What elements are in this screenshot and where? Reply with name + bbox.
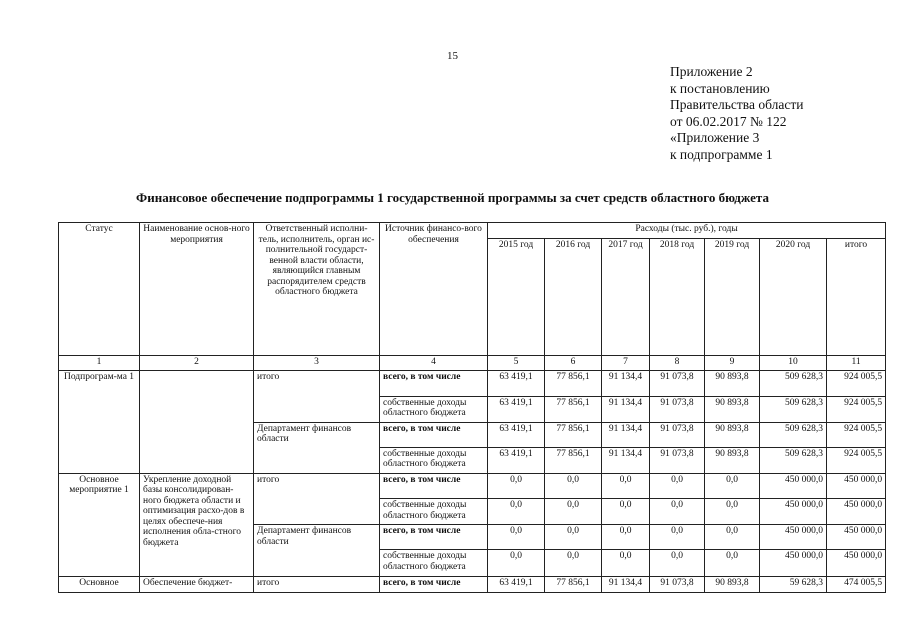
column-number: 10 (760, 356, 827, 371)
value-cell: 91 134,4 (602, 371, 650, 396)
header-year: 2019 год (705, 239, 760, 356)
value-cell: 77 856,1 (545, 396, 602, 422)
funding-source-cell: собственные доходы областного бюджета (380, 499, 488, 525)
value-cell: 91 073,8 (650, 422, 705, 447)
value-cell: 91 073,8 (650, 576, 705, 592)
column-number: 9 (705, 356, 760, 371)
activity-name-cell: Обеспечение бюджет- (140, 576, 254, 592)
value-cell: 509 628,3 (760, 371, 827, 396)
value-cell: 509 628,3 (760, 447, 827, 473)
value-cell: 924 005,5 (827, 447, 886, 473)
funding-source-cell: всего, в том числе (380, 422, 488, 447)
value-cell: 63 419,1 (488, 447, 545, 473)
value-cell: 924 005,5 (827, 396, 886, 422)
header-status: Статус (59, 223, 140, 356)
value-cell: 0,0 (705, 473, 760, 498)
value-cell: 63 419,1 (488, 371, 545, 396)
header-activity-name: Наименование основ-ного мероприятия (140, 223, 254, 356)
appendix-line: «Приложение 3 (670, 130, 760, 145)
value-cell: 91 073,8 (650, 447, 705, 473)
value-cell: 509 628,3 (760, 422, 827, 447)
value-cell: 0,0 (705, 525, 760, 550)
value-cell: 0,0 (488, 499, 545, 525)
funding-source-cell: всего, в том числе (380, 371, 488, 396)
value-cell: 63 419,1 (488, 576, 545, 592)
value-cell: 0,0 (650, 499, 705, 525)
value-cell: 90 893,8 (705, 422, 760, 447)
funding-source-cell: собственные доходы областного бюджета (380, 550, 488, 576)
value-cell: 450 000,0 (827, 473, 886, 498)
value-cell: 90 893,8 (705, 447, 760, 473)
executor-cell: итого (254, 576, 380, 592)
value-cell: 0,0 (602, 499, 650, 525)
value-cell: 91 134,4 (602, 447, 650, 473)
value-cell: 0,0 (488, 550, 545, 576)
value-cell: 450 000,0 (827, 550, 886, 576)
column-number: 7 (602, 356, 650, 371)
funding-source-cell: всего, в том числе (380, 576, 488, 592)
header-year: 2018 год (650, 239, 705, 356)
appendix-line: от 06.02.2017 № 122 (670, 113, 787, 129)
value-cell: 90 893,8 (705, 396, 760, 422)
appendix-line: к подпрограмме 1 (670, 146, 773, 162)
header-funding-source: Источник финансо-вого обеспечения (380, 223, 488, 356)
value-cell: 0,0 (705, 499, 760, 525)
funding-source-cell: всего, в том числе (380, 473, 488, 498)
value-cell: 0,0 (602, 525, 650, 550)
value-cell: 450 000,0 (760, 473, 827, 498)
value-cell: 91 134,4 (602, 422, 650, 447)
table-row (59, 371, 886, 396)
header-year: 2015 год (488, 239, 545, 356)
value-cell: 90 893,8 (705, 371, 760, 396)
value-cell: 0,0 (545, 473, 602, 498)
value-cell: 450 000,0 (760, 499, 827, 525)
status-cell: Подпрограм-ма 1 (59, 371, 140, 474)
value-cell: 0,0 (545, 525, 602, 550)
value-cell: 91 134,4 (602, 396, 650, 422)
value-cell: 0,0 (545, 550, 602, 576)
value-cell: 77 856,1 (545, 371, 602, 396)
value-cell: 474 005,5 (827, 576, 886, 592)
table-row (59, 473, 886, 498)
header-year: 2017 год (602, 239, 650, 356)
value-cell: 77 856,1 (545, 422, 602, 447)
value-cell: 63 419,1 (488, 422, 545, 447)
value-cell: 91 073,8 (650, 371, 705, 396)
executor-cell: Департамент финансов области (254, 525, 380, 576)
column-number: 3 (254, 356, 380, 371)
value-cell: 924 005,5 (827, 422, 886, 447)
value-cell: 0,0 (545, 499, 602, 525)
status-cell: Основное мероприятие 1 (59, 473, 140, 576)
appendix-line: к постановлению (670, 80, 770, 96)
value-cell: 77 856,1 (545, 576, 602, 592)
column-number: 8 (650, 356, 705, 371)
value-cell: 91 073,8 (650, 396, 705, 422)
appendix-line: Правительства области (670, 97, 804, 112)
value-cell: 0,0 (650, 473, 705, 498)
executor-cell: Департамент финансов области (254, 422, 380, 473)
header-expenses: Расходы (тыс. руб.), годы (488, 223, 886, 239)
column-number: 2 (140, 356, 254, 371)
appendix-block (670, 64, 803, 163)
column-number: 5 (488, 356, 545, 371)
value-cell: 0,0 (602, 550, 650, 576)
funding-source-cell: всего, в том числе (380, 525, 488, 550)
executor-cell: итого (254, 371, 380, 422)
page-number: 15 (447, 50, 458, 62)
value-cell: 0,0 (488, 473, 545, 498)
column-number: 4 (380, 356, 488, 371)
value-cell: 63 419,1 (488, 396, 545, 422)
value-cell: 90 893,8 (705, 576, 760, 592)
value-cell: 0,0 (650, 525, 705, 550)
value-cell: 77 856,1 (545, 447, 602, 473)
column-number: 1 (59, 356, 140, 371)
value-cell: 0,0 (705, 550, 760, 576)
document-title: Финансовое обеспечение подпрограммы 1 государственной программы за счет средств областного бюджета (136, 190, 769, 205)
header-year: 2020 год (760, 239, 827, 356)
status-cell: Основное (59, 576, 140, 592)
value-cell: 924 005,5 (827, 371, 886, 396)
value-cell: 59 628,3 (760, 576, 827, 592)
value-cell: 0,0 (602, 473, 650, 498)
activity-name-cell (140, 371, 254, 474)
funding-source-cell: собственные доходы областного бюджета (380, 396, 488, 422)
value-cell: 509 628,3 (760, 396, 827, 422)
appendix-line: Приложение 2 (670, 64, 753, 79)
header-executor: Ответственный исполни-тель, исполнитель, орган ис-полнительной государст-венной власти области, являющийся главным распорядителем средств областного бюджета (254, 223, 380, 356)
finance-table (58, 222, 886, 593)
value-cell: 0,0 (488, 525, 545, 550)
value-cell: 450 000,0 (827, 525, 886, 550)
value-cell: 91 134,4 (602, 576, 650, 592)
table-row (59, 576, 886, 592)
value-cell: 450 000,0 (760, 525, 827, 550)
column-number: 6 (545, 356, 602, 371)
header-total: итого (827, 239, 886, 356)
value-cell: 450 000,0 (827, 499, 886, 525)
activity-name-cell: Укрепление доходной базы консолидирован-ного бюджета области и оптимизация расхо-дов в целях обеспече-ния исполнения обла-стного бюджета (140, 473, 254, 576)
value-cell: 0,0 (650, 550, 705, 576)
header-year: 2016 год (545, 239, 602, 356)
value-cell: 450 000,0 (760, 550, 827, 576)
funding-source-cell: собственные доходы областного бюджета (380, 447, 488, 473)
executor-cell: итого (254, 473, 380, 524)
column-number: 11 (827, 356, 886, 371)
